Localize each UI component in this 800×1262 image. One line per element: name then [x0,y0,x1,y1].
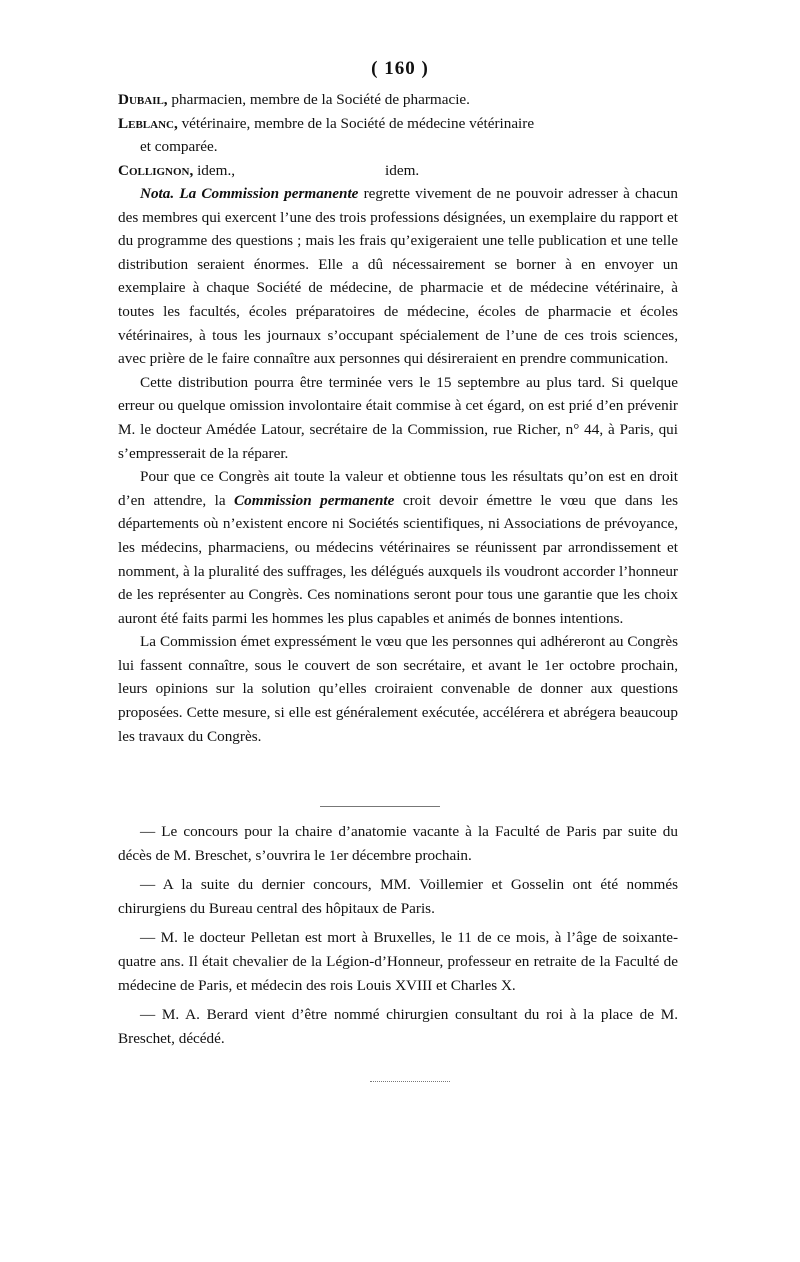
news-item: — M. le docteur Pelletan est mort à Bruxelles, le 11 de ce mois, à l’âge de soixante-quatre ans. Il était chevalier de la Légion-d’Honneur, professeur en retraite de la Faculté de médecine de Paris, et médecin des rois Louis XVIII et Charles X. [118,929,678,994]
member-entry [118,159,678,183]
member-description-continued: et comparée. [140,138,218,156]
member-description: idem., [197,161,236,179]
news-item: — M. A. Berard vient d’être nommé chirurgien consultant du roi à la place de M. Breschet, décédé. [118,1006,678,1047]
member-description: pharmacien, membre de la Société de pharmacie. [171,91,470,108]
nota-paragraph: Nota. La Commission permanente regrette vivement de ne pouvoir adresser à chacun des membres qui exercent l’une des trois professions désignées, un exemplaire du rapport et du programme des questions ; mais les frais qu’exigeraient une telle publication et une telle distribution seraient énormes. Elle a dû nécessairement se borner à en envoyer un exemplaire à chaque Société de médecine, de pharmacie et de médecine vétérinaire, à toutes les facultés, écoles préparatoires de médecine, écoles de pharmacie et écoles vétérinaires, à tous les journaux s’occupant spécialement de l’une de ces trois sciences, avec prière de le faire connaître aux personnes qui désireraient en prendre communication. [118,185,678,368]
news-item: — A la suite du dernier concours, MM. Voillemier et Gosselin ont été nommés chirurgiens du Bureau central des hôpitaux de Paris. [118,876,678,917]
end-divider [370,1081,450,1082]
nota-label: Nota. [140,185,175,202]
nota-paragraph: La Commission émet expressément le vœu que les personnes qui adhéreront au Congrès lui fassent connaître, sous le couvert de son secrétaire, et avant le 1er octobre prochain, leurs opinions sur la solution qu’elles croiraient convenable de donner aux questions proposées. Cette mesure, si elle est généralement exécutée, accélérera et abrégera beaucoup les travaux du Congrès. [118,633,678,745]
member-entry [118,88,678,112]
nota-section [118,182,678,748]
page-number: ( 160 ) [371,58,429,79]
member-name: Collignon, [118,161,194,179]
nota-paragraph: Cette distribution pourra être terminée vers le 15 septembre au plus tard. Si quelque erreur ou quelque omission involontaire était commise à cet égard, on est prié d’en prévenir M. le docteur Amédée Latour, secrétaire de la Commission, rue Richer, n° 44, à Paris, qui s’empresserait de la réparer. [118,373,678,462]
member-entry [118,112,678,136]
member-list [118,88,678,182]
nota-paragraph: Pour que ce Congrès ait toute la valeur et obtienne tous les résultats qu’on est en droit d’en attendre, la Commission permanente croit devoir émettre le vœu que dans les départements où n’existent encore ni Sociétés scientifiques, ni Associations de prévoyance, les médecins, pharmaciens, ou médecins vétérinaires se réunissent par arrondissement et nomment, à la pluralité des suffrages, les délégués auxquels ils voudront accorder l’honneur de les représenter au Congrès. Ces nominations seront pour tous une garantie que les choix auront été faits parmi les hommes les plus capables et animés de bonnes intentions. [118,468,678,627]
member-name: Leblanc, [118,114,178,132]
member-description-second: idem. [385,161,420,179]
member-name: Dubail, [118,91,168,108]
section-divider [320,806,440,807]
commission-name: Commission permanente [234,491,395,509]
member-description: vétérinaire, membre de la Société de médecine vétérinaire [181,114,535,132]
news-item: — Le concours pour la chaire d’anatomie vacante à la Faculté de Paris par suite du décès de M. Breschet, s’ouvrira le 1er décembre prochain. [118,823,678,864]
commission-name: La Commission permanente [179,185,359,202]
news-section [118,820,678,1056]
